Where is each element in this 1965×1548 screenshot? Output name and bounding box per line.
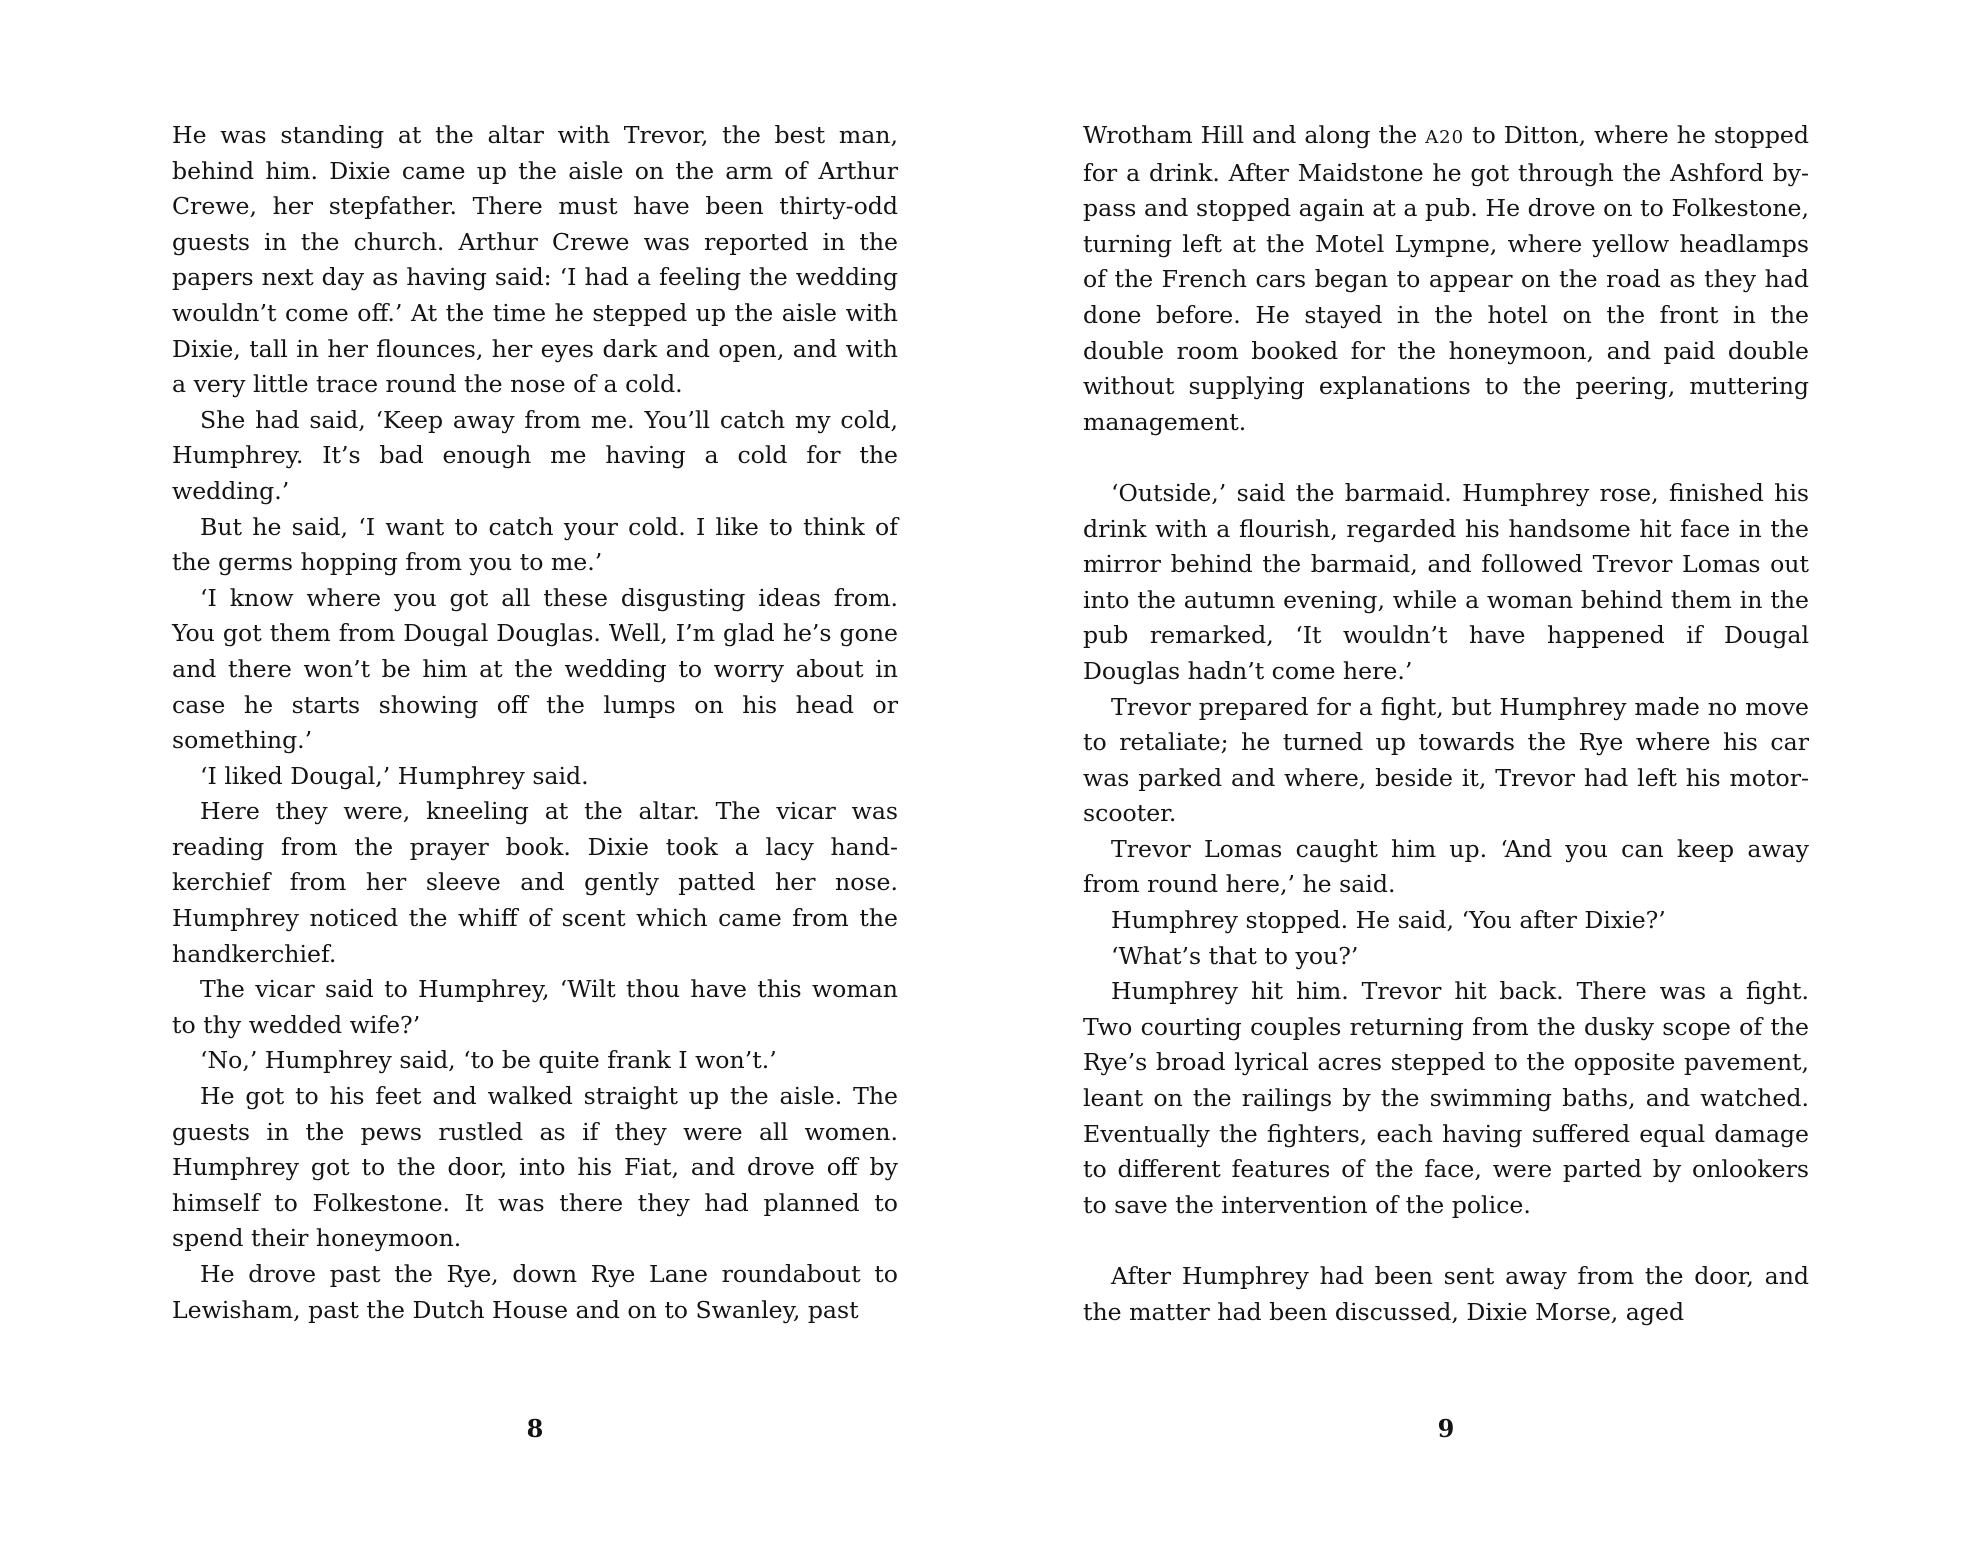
paragraph: He drove past the Rye, down Rye Lane roundabout to Lewisham, past the Dutch House and on to Swanley, past	[172, 1260, 898, 1324]
paragraph: She had said, ‘Keep away from me. You’ll catch my cold, Humphrey. It’s bad enough me having a cold for the wedding.’	[172, 405, 898, 505]
paragraph: Humphrey hit him. Trevor hit back. There was a fight. Two courting couples returning from the dusky scope of the Rye’s broad lyrical acres stepped to the opposite pavement, leant on the railings by the swimming baths, and watched. Eventually the fighters, each having suffered equal damage to different features of the face, were parted by onlookers to save the intervention of the police.	[1083, 977, 1809, 1219]
paragraph: Trevor prepared for a fight, but Humphrey made no move to retaliate; he turned up towards the Rye where his car was parked and where, beside it, Trevor had left his motor-scooter.	[1083, 692, 1809, 828]
page-number-left: 8	[526, 1414, 544, 1443]
road-number: A20	[1425, 127, 1465, 148]
left-page	[172, 118, 898, 1398]
paragraph: After Humphrey had been sent away from the door, and the matter had been discussed, Dixie Morse, aged	[1083, 1262, 1809, 1326]
paragraph: ‘No,’ Humphrey said, ‘to be quite frank I won’t.’	[200, 1046, 777, 1075]
paragraph: ‘What’s that to you?’	[1111, 941, 1359, 970]
page-number-right: 9	[1437, 1414, 1455, 1443]
paragraph: He was standing at the altar with Trevor, the best man, behind him. Dixie came up the aisle on the arm of Arthur Crewe, her stepfather. There must have been thirty-odd guests in the church. Arthur Crewe was reported in the papers next day as having said: ‘I had a feeling the wedding wouldn’t come off.’ At the time he stepped up the aisle with Dixie, tall in her flounces, her eyes dark and open, and with a very little trace round the nose of a cold.	[172, 121, 898, 399]
paragraph: ‘I liked Dougal,’ Humphrey said.	[200, 761, 589, 790]
paragraph: But he said, ‘I want to catch your cold. I like to think of the germs hopping from you to me.’	[172, 512, 898, 577]
paragraph: ‘Outside,’ said the barmaid. Humphrey rose, finished his drink with a flourish, regarded his handsome hit face in the mirror behind the barmaid, and followed Trevor Lomas out into the autumn evening, while a woman behind them in the pub remarked, ‘It wouldn’t have happened if Dougal Douglas hadn’t come here.’	[1083, 478, 1809, 685]
paragraph: ‘I know where you got all these disgusting ideas from. You got them from Dougal Douglas. Well, I’m glad he’s gone and there won’t be him at the wedding to worry about in case he starts showing off the lumps on his head or something.’	[172, 583, 898, 755]
paragraph: He got to his feet and walked straight up the aisle. The guests in the pews rustled as if they were all women. Humphrey got to the door, into his Fiat, and drove off by himself to Folkestone. It was there they had planned to spend their honeymoon.	[172, 1082, 898, 1253]
paragraph: Trevor Lomas caught him up. ‘And you can keep away from round here,’ he said.	[1083, 834, 1809, 899]
right-page	[1083, 118, 1809, 1398]
paragraph	[1083, 118, 1809, 440]
paragraph: The vicar said to Humphrey, ‘Wilt thou have this woman to thy wedded wife?’	[172, 975, 898, 1039]
text-run: Wrotham Hill and along the	[1083, 121, 1426, 149]
paragraph: Humphrey stopped. He said, ‘You after Dixie?’	[1111, 906, 1666, 935]
paragraph: Here they were, kneeling at the altar. The vicar was reading from the prayer book. Dixie took a lacy handkerchief from her sleeve and gently patted her nose. Humphrey noticed the whiff of scent which came from the handkerchief.	[172, 797, 898, 968]
text-run: to Ditton, where he stopped for a drink. After Maidstone he got through the Ashford by-pass and stopped again at a pub. He drove on to Folkestone, turning left at the Motel Lympne, where yellow headlamps of the French cars began to appear on the road as they had done before. He stayed in the hotel on the front in the double room booked for the honeymoon, and paid double without supplying explanations to the peering, muttering management.	[1083, 121, 1809, 436]
